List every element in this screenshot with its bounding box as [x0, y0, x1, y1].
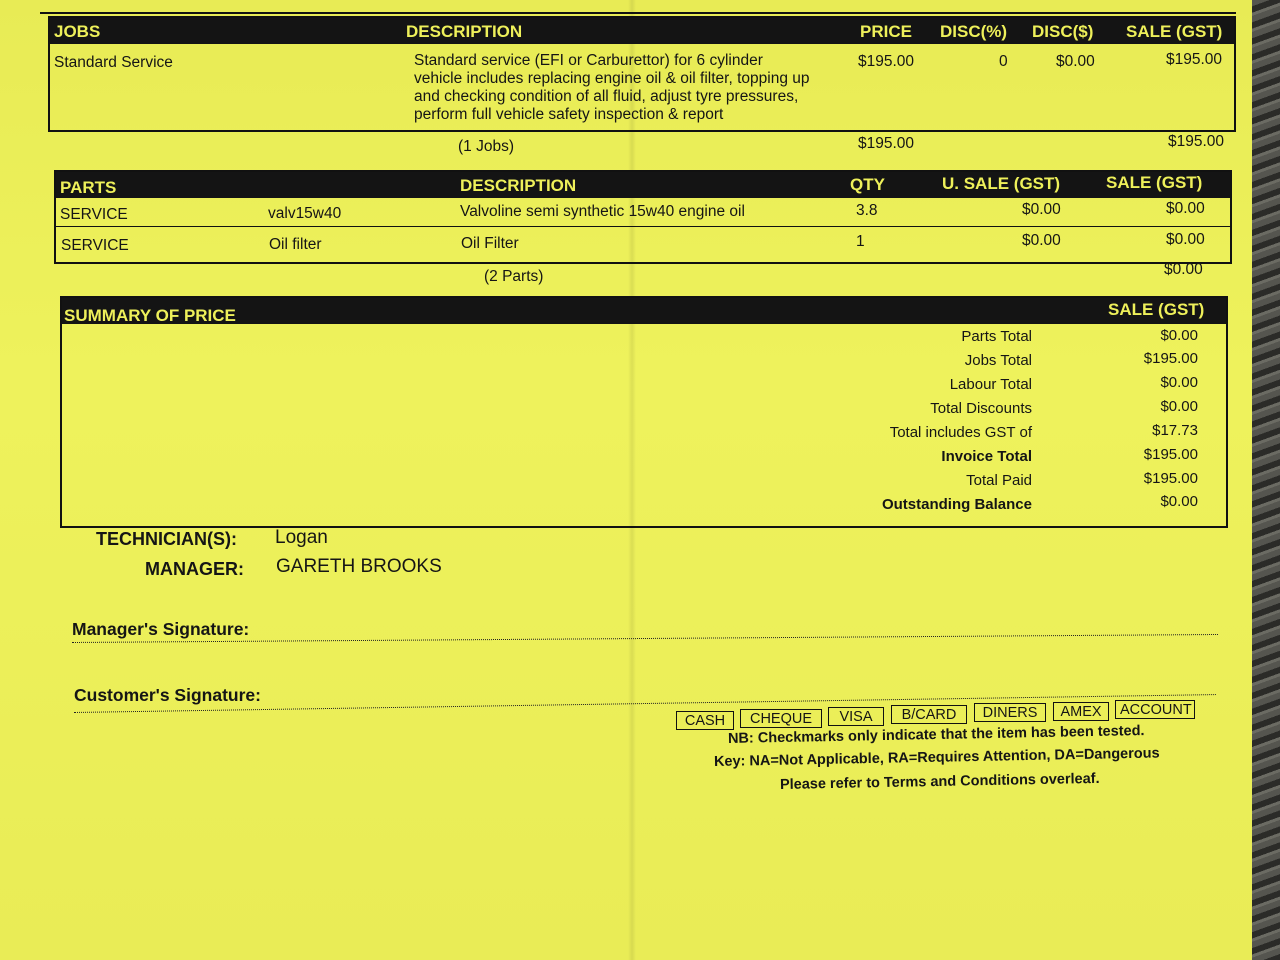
part-sale: $0.00 — [1166, 200, 1205, 217]
parts-header-row — [56, 172, 1230, 198]
parts-col-unit-sale: U. SALE (GST) — [942, 174, 1061, 193]
jobs-total-sale: $195.00 — [1168, 133, 1225, 150]
summary-label: Total includes GST of — [889, 424, 1032, 441]
summary-header-row — [62, 298, 1226, 324]
technician-label: TECHNICIAN(S): — [96, 529, 237, 549]
parts-total-sale: $0.00 — [1164, 261, 1203, 278]
summary-label: Labour Total — [949, 376, 1032, 393]
payment-cash: CASH — [676, 711, 734, 730]
part-description: Oil Filter — [461, 235, 519, 252]
job-price: $195.00 — [858, 53, 915, 70]
part-qty: 1 — [856, 233, 865, 250]
summary-value: $17.73 — [1152, 422, 1198, 439]
jobs-col-sale: SALE (GST) — [1126, 22, 1223, 41]
part-unit-sale: $0.00 — [1022, 201, 1061, 218]
part-sale: $0.00 — [1166, 231, 1205, 248]
part-code: valv15w40 — [268, 205, 342, 222]
jobs-table — [48, 16, 1236, 132]
payment-cheque: CHEQUE — [740, 709, 822, 728]
jobs-col-disc-pct: DISC(%) — [940, 22, 1008, 41]
note-checkmarks: NB: Checkmarks only indicate that the item has been tested. — [727, 723, 1145, 747]
summary-table — [60, 296, 1228, 528]
payment-account: ACCOUNT — [1115, 700, 1195, 719]
parts-col-parts: PARTS — [60, 178, 117, 197]
note-key: Key: NA=Not Applicable, RA=Requires Attention, DA=Dangerous — [713, 745, 1160, 770]
summary-value: $195.00 — [1143, 470, 1198, 487]
part-qty: 3.8 — [856, 202, 878, 219]
summary-label: Parts Total — [961, 328, 1032, 345]
payment-bcard: B/CARD — [891, 705, 967, 724]
jobs-total-price: $195.00 — [858, 135, 915, 152]
parts-col-description: DESCRIPTION — [460, 176, 577, 195]
jobs-header-row — [50, 18, 1234, 44]
summary-label: Outstanding Balance — [881, 496, 1032, 513]
jobs-col-price: PRICE — [860, 22, 912, 41]
technician-name: Logan — [275, 527, 328, 548]
job-disc-amt: $0.00 — [1056, 53, 1095, 70]
summary-label: Total Discounts — [930, 400, 1032, 417]
jobs-col-jobs: JOBS — [54, 22, 101, 41]
parts-count: (2 Parts) — [484, 268, 544, 285]
manager-name: GARETH BROOKS — [276, 556, 442, 577]
jobs-col-description: DESCRIPTION — [406, 22, 523, 41]
manager-label: MANAGER: — [145, 559, 244, 579]
job-name: Standard Service — [54, 54, 173, 71]
part-description: Valvoline semi synthetic 15w40 engine oil — [460, 203, 745, 220]
parts-row-divider — [56, 226, 1230, 227]
background-edge — [1252, 0, 1280, 960]
summary-label: Jobs Total — [964, 352, 1032, 369]
part-type: SERVICE — [60, 206, 128, 223]
customer-signature-label: Customer's Signature: — [74, 685, 261, 705]
jobs-count: (1 Jobs) — [458, 138, 514, 155]
summary-value: $0.00 — [1160, 493, 1198, 510]
parts-col-qty: QTY — [850, 175, 885, 194]
top-border — [40, 0, 1236, 14]
job-description: Standard service (EFI or Carburettor) for 6 cylinder vehicle includes replacing engine oil & oil filter, topping up and checking condition of all fluid, adjust tyre pressures, perform full vehicle safety inspection & report — [414, 52, 810, 123]
summary-value: $0.00 — [1160, 398, 1198, 415]
part-type: SERVICE — [61, 237, 129, 254]
payment-visa: VISA — [828, 707, 884, 726]
payment-amex: AMEX — [1053, 702, 1109, 721]
manager-signature-label: Manager's Signature: — [72, 619, 250, 639]
part-code: Oil filter — [269, 236, 322, 253]
parts-table — [54, 170, 1232, 264]
summary-title: SUMMARY OF PRICE — [64, 306, 236, 325]
payment-diners: DINERS — [974, 703, 1046, 722]
job-disc-pct: 0 — [999, 53, 1008, 70]
job-sale: $195.00 — [1166, 51, 1223, 68]
note-terms: Please refer to Terms and Conditions overleaf. — [779, 770, 1100, 793]
part-unit-sale: $0.00 — [1022, 232, 1061, 249]
summary-value: $0.00 — [1160, 374, 1198, 391]
jobs-col-disc-amt: DISC($) — [1032, 22, 1094, 41]
summary-label: Total Paid — [966, 472, 1032, 489]
summary-sale-header: SALE (GST) — [1108, 300, 1205, 319]
summary-label: Invoice Total — [941, 448, 1032, 465]
summary-value: $195.00 — [1143, 446, 1198, 463]
summary-value: $195.00 — [1143, 350, 1198, 367]
parts-col-sale: SALE (GST) — [1106, 173, 1203, 192]
summary-value: $0.00 — [1160, 327, 1198, 344]
